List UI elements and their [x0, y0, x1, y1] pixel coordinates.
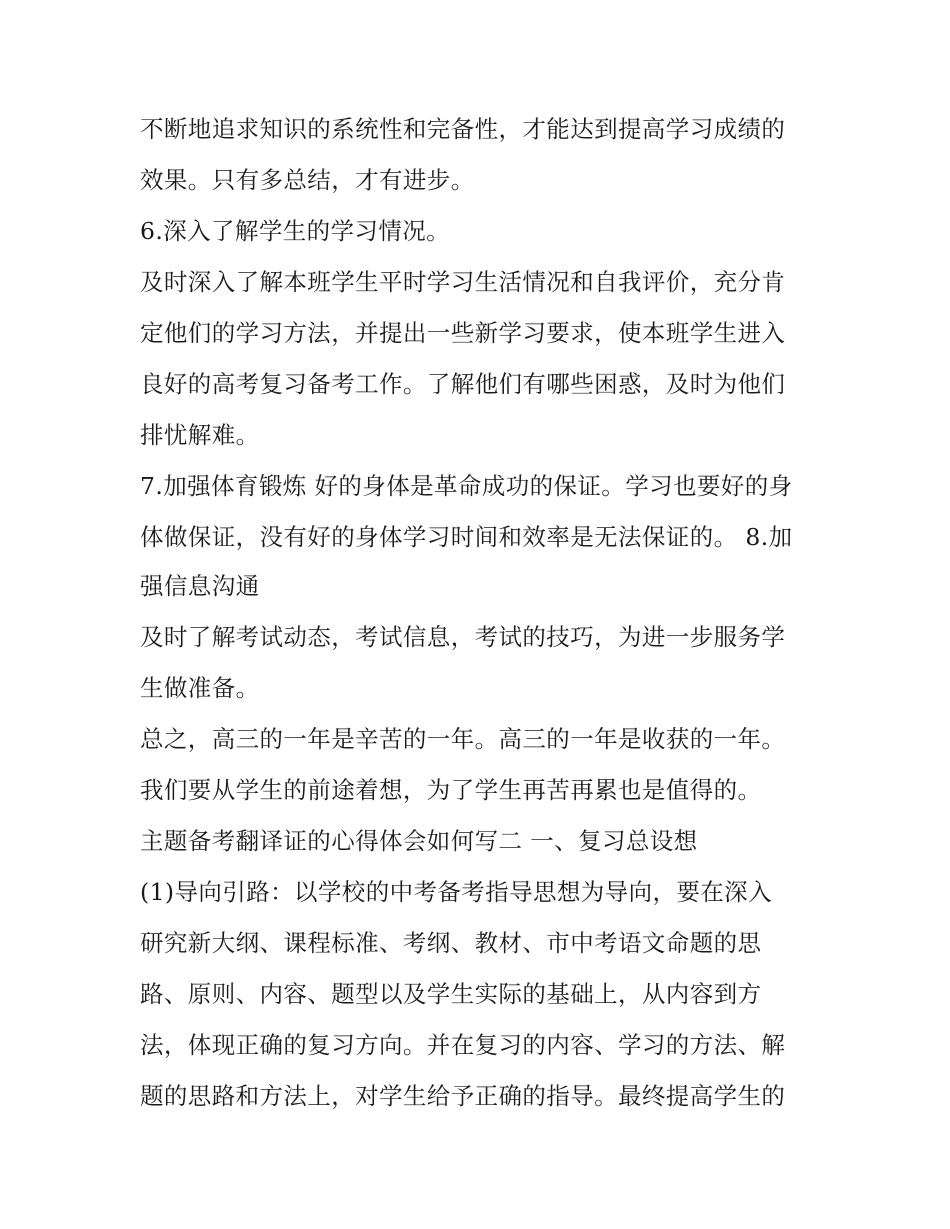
text-line: 生做准备。 — [140, 674, 260, 702]
text-line: 体做保证，没有好的身体学习时间和效率是无法保证的。 8.加 — [140, 523, 793, 551]
text-line: 路、原则、内容、题型以及学生实际的基础上，从内容到方 — [140, 980, 762, 1008]
section-heading: 主题备考翻译证的心得体会如何写二 一、复习总设想 — [140, 827, 698, 855]
section-heading: 6.深入了解学生的学习情况。 — [140, 217, 451, 245]
section-heading: 7.加强体育锻炼 好的身体是革命成功的保证。学习也要好的身 — [140, 472, 793, 500]
text-line: 定他们的学习方法，并提出一些新学习要求，使本班学生进入 — [140, 319, 786, 347]
text-line: 总之，高三的一年是辛苦的一年。高三的一年是收获的一年。 — [140, 725, 786, 753]
text-line: 效果。只有多总结，才有进步。 — [140, 166, 475, 194]
text-line: 题的思路和方法上，对学生给予正确的指导。最终提高学生的 — [140, 1082, 786, 1110]
text-line: 及时深入了解本班学生平时学习生活情况和自我评价，充分肯 — [140, 268, 786, 296]
text-line: 排忧解难。 — [140, 421, 260, 449]
text-line: (1)导向引路：以学校的中考备考指导思想为导向，要在深入 — [140, 878, 772, 906]
text-line: 不断地追求知识的系统性和完备性，才能达到提高学习成绩的 — [140, 115, 786, 143]
text-line: 强信息沟通 — [140, 572, 260, 600]
text-line: 法，体现正确的复习方向。并在复习的内容、学习的方法、解 — [140, 1031, 786, 1059]
text-line: 良好的高考复习备考工作。了解他们有哪些困惑，及时为他们 — [140, 370, 786, 398]
text-line: 我们要从学生的前途着想，为了学生再苦再累也是值得的。 — [140, 776, 762, 804]
text-line: 及时了解考试动态，考试信息，考试的技巧，为进一步服务学 — [140, 623, 786, 651]
text-line: 研究新大纲、课程标准、考纲、教材、市中考语文命题的思 — [140, 929, 762, 957]
